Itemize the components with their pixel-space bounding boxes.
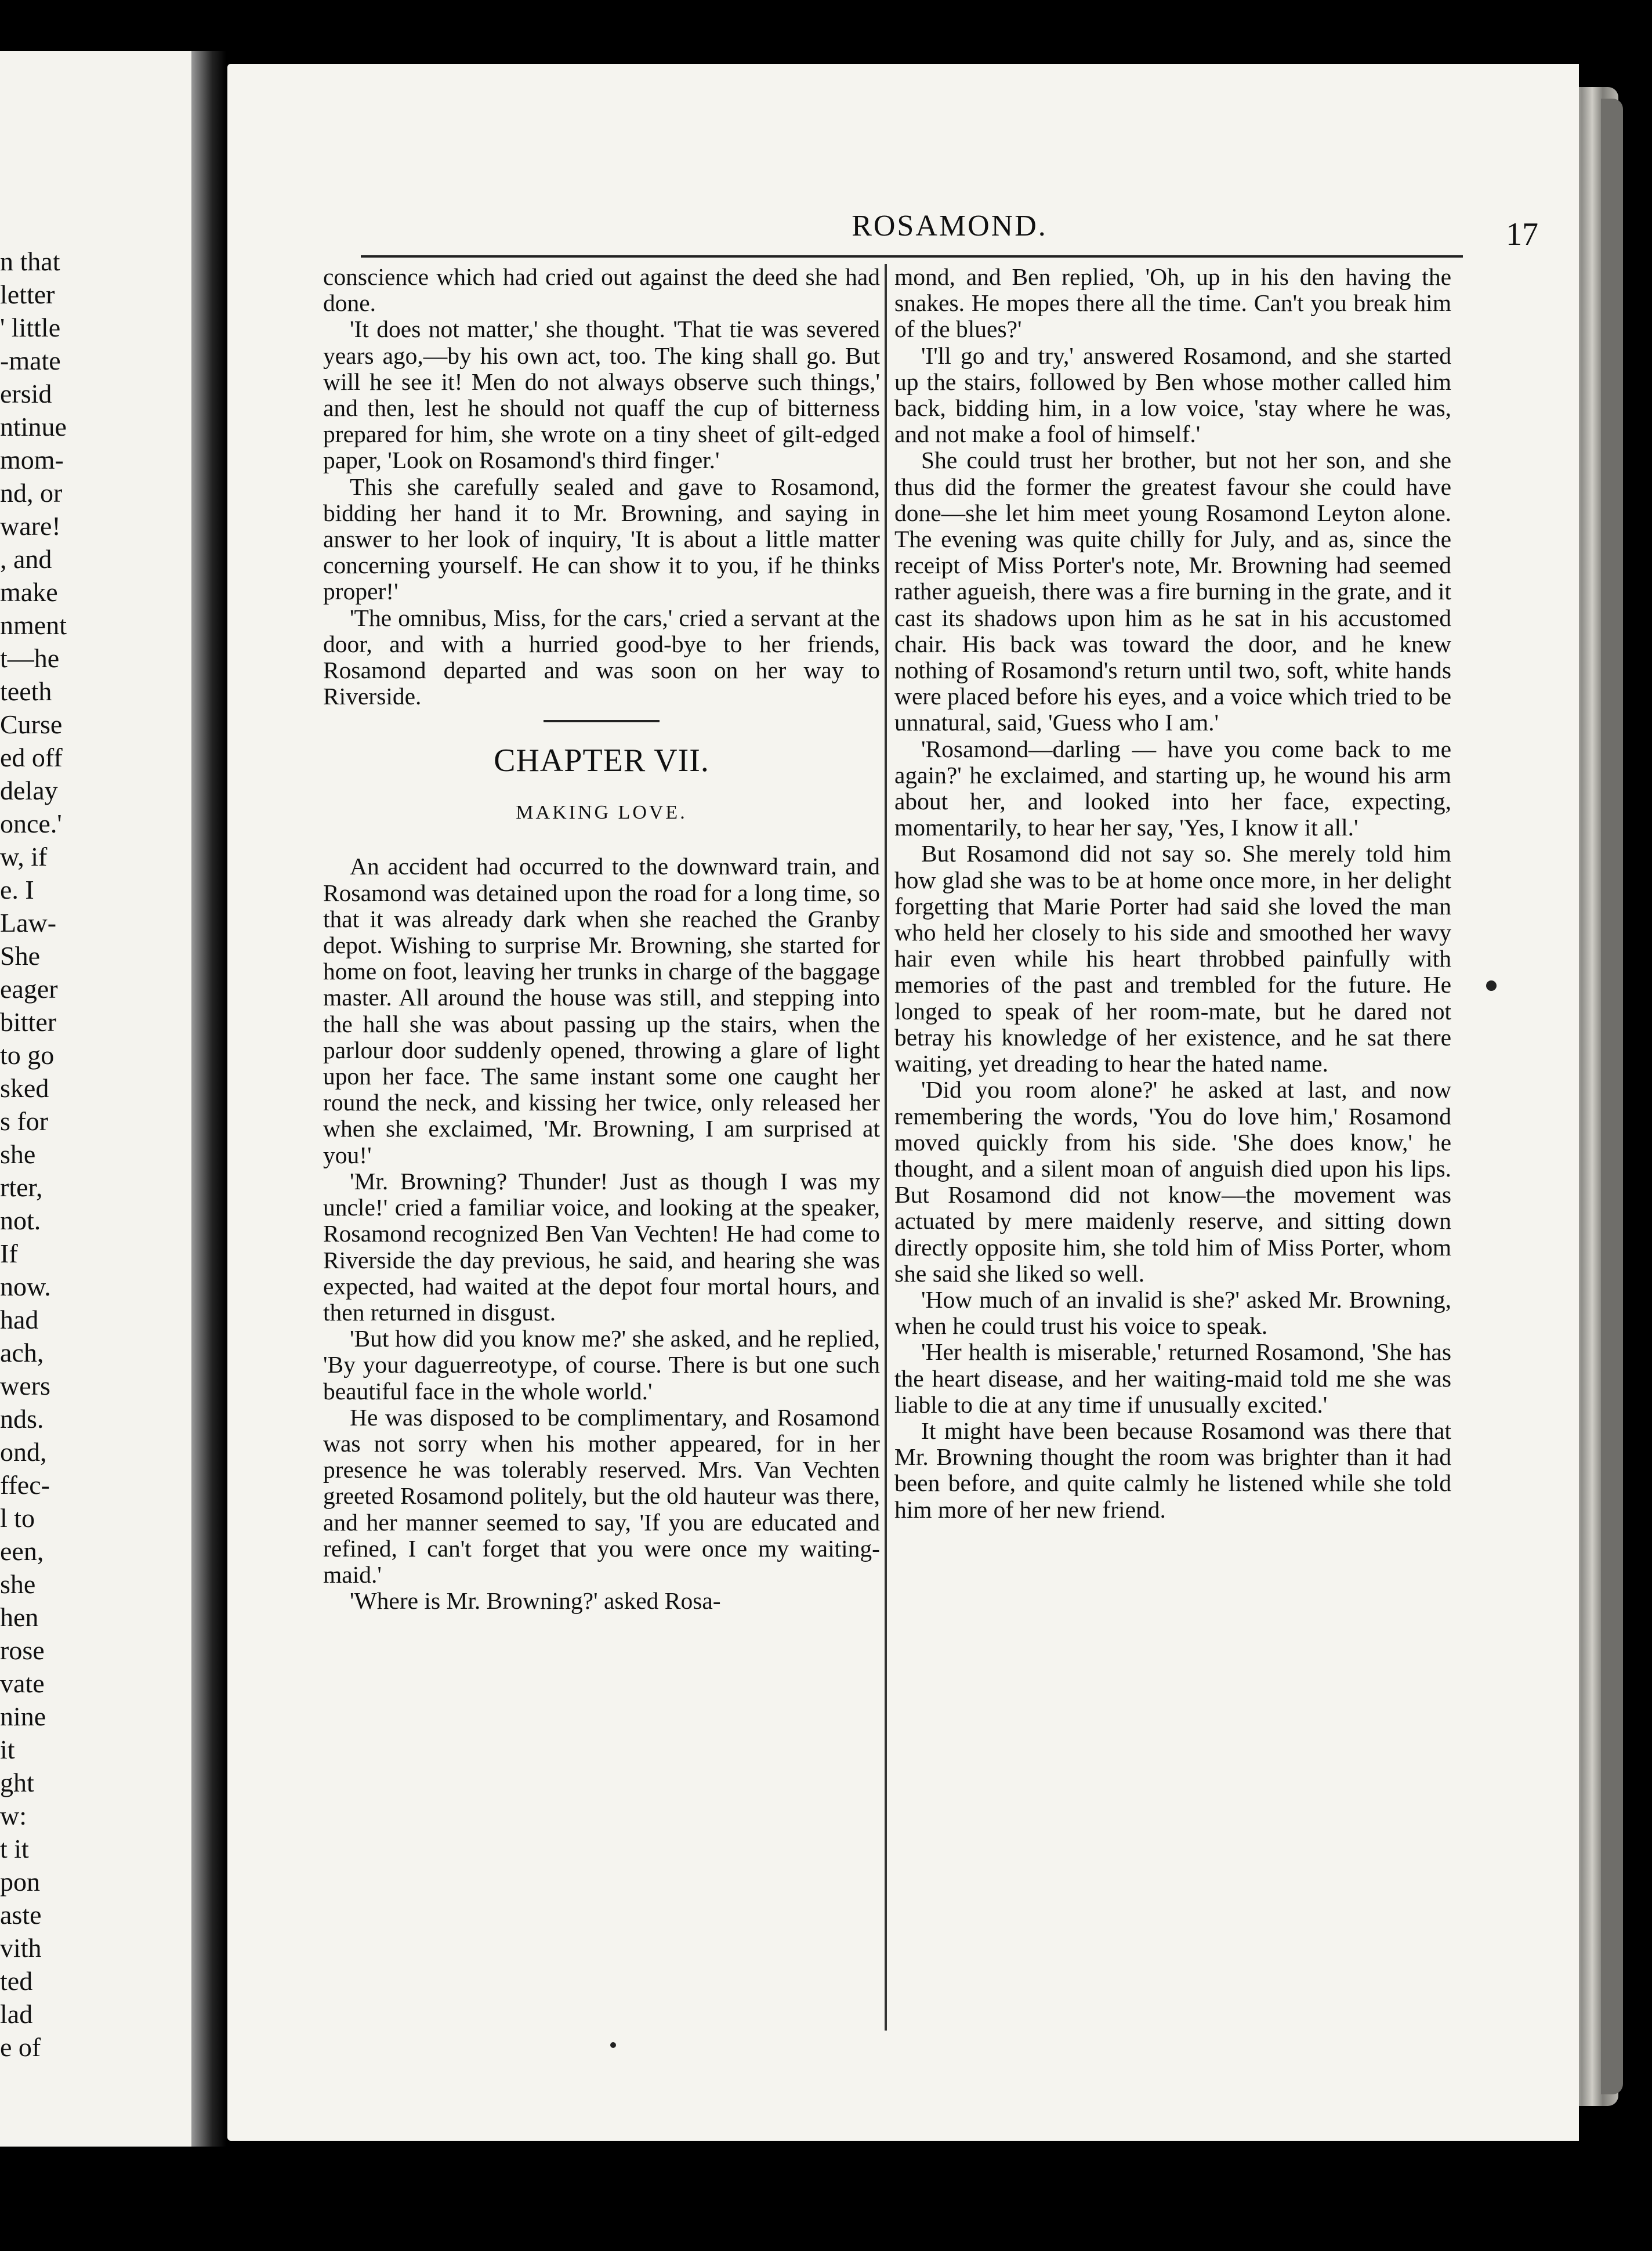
paragraph: It might have been because Rosamond was there that Mr. Browning thought the room was brighter than it had been before, and quite calmly he listened while she told him more of her new friend.	[894, 1417, 1451, 1523]
header-rule	[361, 255, 1463, 258]
facing-page-line: ersid	[0, 379, 52, 408]
facing-page-line: letter	[0, 280, 55, 309]
facing-page-line: not.	[0, 1206, 41, 1235]
facing-page-line: rter,	[0, 1172, 43, 1202]
facing-page-line: delay	[0, 776, 58, 805]
facing-page-line: nd, or	[0, 478, 63, 508]
facing-page-line: ffec-	[0, 1470, 50, 1500]
facing-page-line: bitter	[0, 1007, 57, 1037]
page-number: 17	[1506, 216, 1538, 252]
facing-page-line: t it	[0, 1834, 29, 1863]
page-edges-dark	[1601, 99, 1623, 2094]
chapter-heading: CHAPTER VII.	[494, 743, 709, 779]
paragraph: 'Her health is miserable,' returned Rosamond, 'She has the heart disease, and her waiting-maid told me she was liable to die at any time if unusually excited.'	[894, 1338, 1451, 1418]
facing-page-line: l to	[0, 1503, 35, 1533]
facing-page-line: , and	[0, 544, 52, 574]
paragraph: conscience which had cried out against the deed she had done.	[323, 263, 880, 317]
facing-page-line: ' little	[0, 313, 61, 342]
facing-page-line: lad	[0, 1999, 33, 2029]
facing-page-line: aste	[0, 1900, 42, 1930]
facing-page-line: -mate	[0, 346, 61, 375]
facing-page-line: nment	[0, 610, 67, 640]
facing-page-line: hen	[0, 1602, 39, 1632]
facing-page-line: it	[0, 1735, 15, 1764]
facing-page-line: make	[0, 577, 58, 607]
facing-page-line: had	[0, 1305, 39, 1334]
facing-page-line: nine	[0, 1702, 46, 1731]
facing-page-line: ed off	[0, 743, 63, 772]
paragraph: 'Did you room alone?' he asked at last, and now remembering the words, 'You do love him,' Rosamond moved quickly from his side. 'She does know,' he thought, and a silent moan of anguish died upon his lips. But Rosamond did not know—the movement was actuated by mere maidenly reserve, and sitting down directly opposite him, she told him of Miss Porter, whom she said she liked so well.	[894, 1076, 1451, 1287]
paragraph: This she carefully sealed and gave to Rosamond, bidding her hand it to Mr. Browning, and saying in answer to her look of inquiry, 'It is about a little matter concerning yourself. He can show it to you, if he thinks proper!'	[323, 473, 880, 605]
paragraph: 'The omnibus, Miss, for the cars,' cried a servant at the door, and with a hurried good-bye to her friends, Rosamond departed and was soon on her way to Riverside.	[323, 604, 880, 710]
book-gutter	[191, 51, 226, 2147]
text-column-left	[323, 264, 880, 1614]
facing-page-line: vith	[0, 1933, 42, 1963]
paragraph: 'Rosamond—darling — have you come back to me again?' he exclaimed, and starting up, he wound his arm about her, and looked into her face, expecting, momentarily, to hear her say, 'Yes, I know it all.'	[894, 735, 1451, 841]
chapter-rule	[544, 720, 660, 722]
facing-page-line: she	[0, 1569, 36, 1599]
facing-page-line: n that	[0, 247, 60, 276]
facing-page-line: e. I	[0, 875, 34, 904]
facing-page-line: een,	[0, 1536, 44, 1566]
facing-page-line: Curse	[0, 710, 63, 739]
paragraph: He was disposed to be complimentary, and Rosamond was not sorry when his mother appeared, for in her presence he was tolerably reserved. Mrs. Van Vechten greeted Rosamond politely, but the old hauteur was there, and her manner seemed to say, 'If you are educated and refined, I can't forget that you were once my waiting-maid.'	[323, 1403, 880, 1588]
facing-page-line: ght	[0, 1768, 34, 1797]
paragraph: 'But how did you know me?' she asked, and he replied, 'By your daguerreotype, of course. There is but one such beautiful face in the whole world.'	[323, 1325, 880, 1405]
ink-speck	[1486, 980, 1497, 991]
paragraph: She could trust her brother, but not her son, and she thus did the former the greatest favour she could have done—she let him meet young Rosamond Leyton alone. The evening was quite chilly for July, and as, since the receipt of Miss Porter's note, Mr. Browning had seemed rather agueish, there was a fire burning in the grate, and it cast its shadows upon him as he sat in his accustomed chair. His back was toward the door, and he knew nothing of Rosamond's return until two, soft, white hands were placed before his eyes, and a voice which tried to be unnatural, said, 'Guess who I am.'	[894, 447, 1451, 736]
paragraph: 'It does not matter,' she thought. 'That tie was severed years ago,—by his own act, too. The king shall go. But will he see it! Men do not always observe such things,' and then, lest he should not quaff the cup of bitterness prepared for him, she wrote on a tiny sheet of gilt-edged paper, 'Look on Rosamond's third finger.'	[323, 316, 880, 474]
facing-page-line: ted	[0, 1966, 33, 1996]
facing-page-line: rose	[0, 1635, 45, 1665]
facing-page-line: ach,	[0, 1338, 44, 1367]
facing-page-line: pon	[0, 1867, 40, 1897]
facing-page-line: e of	[0, 2032, 41, 2062]
facing-page-line: She	[0, 941, 40, 971]
paragraph: mond, and Ben replied, 'Oh, up in his den having the snakes. He mopes there all the time. Can't you break him of the blues?'	[894, 263, 1451, 343]
ink-speck	[610, 2042, 616, 2048]
facing-page-line: wers	[0, 1371, 50, 1400]
book-page	[227, 64, 1579, 2141]
facing-page-line: once.'	[0, 809, 62, 838]
facing-page-line: nds.	[0, 1404, 44, 1434]
facing-page-line: she	[0, 1139, 36, 1169]
paragraph: 'Mr. Browning? Thunder! Just as though I was my uncle!' cried a familiar voice, and looking at the speaker, Rosamond recognized Ben Van Vechten! He had come to Riverside the day previous, he said, and hearing she was expected, had waited at the depot four mortal hours, and then returned in disgust.	[323, 1167, 880, 1326]
page-header	[361, 209, 1538, 252]
facing-page-line: sked	[0, 1073, 49, 1103]
chapter-subtitle: MAKING LOVE.	[516, 802, 687, 824]
facing-page-line: ware!	[0, 511, 61, 541]
facing-page-line: w, if	[0, 842, 48, 871]
facing-page-line: t—he	[0, 643, 60, 673]
facing-page-line: ntinue	[0, 412, 67, 441]
facing-page-line: Law-	[0, 908, 57, 938]
facing-page-line: mom-	[0, 445, 64, 475]
facing-page-fragment	[0, 51, 204, 2147]
paragraph: An accident had occurred to the downward train, and Rosamond was detained upon the road for a long time, so that it was already dark when she reached the Granby depot. Wishing to surprise Mr. Browning, she started for home on foot, leaving her trunks in charge of the baggage master. All around the house was still, and stepping into the hall she was about passing up the stairs, when the parlour door suddenly opened, throwing a glare of light upon her face. The same instant some one caught her round the neck, and kissing her twice, only released her when she exclaimed, 'Mr. Browning, I am surprised at you!'	[323, 853, 880, 1168]
facing-page-line: teeth	[0, 676, 52, 706]
text-column-right	[894, 264, 1451, 1523]
facing-page-line: now.	[0, 1272, 51, 1301]
paragraph: But Rosamond did not say so. She merely told him how glad she was to be at home once more, in her delight forgetting that Marie Porter had said she loved the man who held her closely to his side and smoothed her wavy hair even while his heart throbbed painfully with memories of the past and trembled for the future. He longed to speak of her room-mate, but he dared not betray his knowledge of her existence, and he sat there waiting, yet dreading to hear the hated name.	[894, 840, 1451, 1077]
paragraph: 'Where is Mr. Browning?' asked Rosa-	[350, 1587, 721, 1615]
facing-page-line: If	[0, 1239, 18, 1268]
facing-page-line: to go	[0, 1040, 55, 1070]
facing-page-line: eager	[0, 974, 58, 1004]
facing-page-line: s for	[0, 1106, 49, 1136]
paragraph: 'I'll go and try,' answered Rosamond, and she started up the stairs, followed by Ben whose mother called him back, bidding him, in a low voice, 'stay where he was, and not make a fool of himself.'	[894, 342, 1451, 448]
facing-page-line: w:	[0, 1801, 27, 1830]
column-divider	[885, 264, 887, 2031]
paragraph: 'How much of an invalid is she?' asked Mr. Browning, when he could trust his voice to speak.	[894, 1286, 1451, 1340]
facing-page-line: ond,	[0, 1437, 47, 1467]
running-title: ROSAMOND.	[852, 209, 1048, 243]
facing-page-line: vate	[0, 1669, 45, 1698]
